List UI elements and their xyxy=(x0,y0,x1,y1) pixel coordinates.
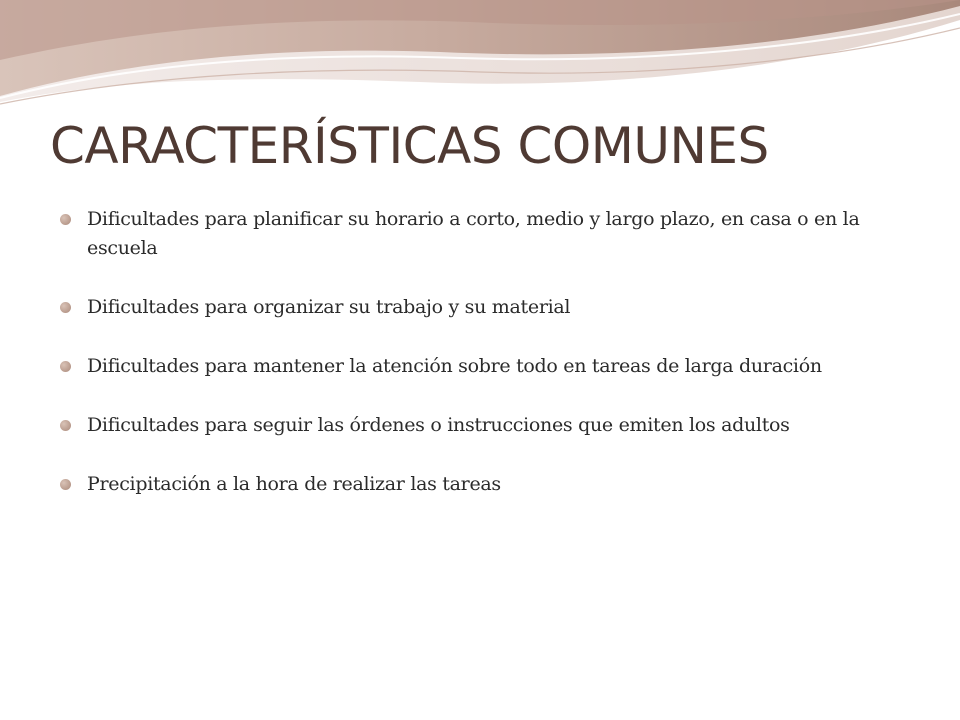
bullet-dot-icon xyxy=(60,420,71,431)
bullet-item-ordenes xyxy=(60,411,870,440)
bullet-dot-icon xyxy=(60,479,71,490)
bullet-list xyxy=(60,205,870,499)
bullet-item-atencion xyxy=(60,352,870,381)
bullet-text: Dificultades para seguir las órdenes o instrucciones que emiten los adultos xyxy=(87,414,790,436)
bullet-item-precipitacion xyxy=(60,470,870,499)
slide-title: CARACTERÍSTICAS COMUNES xyxy=(50,117,769,175)
bullet-text: Precipitación a la hora de realizar las tareas xyxy=(87,473,501,495)
bullet-item-planificar xyxy=(60,205,870,263)
bullet-dot-icon xyxy=(60,361,71,372)
bullet-item-organizar xyxy=(60,293,870,322)
bullet-dot-icon xyxy=(60,302,71,313)
bullet-text: Dificultades para organizar su trabajo y su material xyxy=(87,296,571,318)
bullet-text: Dificultades para planificar su horario a corto, medio y largo plazo, en casa o en la escuela xyxy=(87,208,860,259)
header-wave-decoration xyxy=(0,0,960,120)
bullet-dot-icon xyxy=(60,214,71,225)
bullet-text: Dificultades para mantener la atención sobre todo en tareas de larga duración xyxy=(87,355,822,377)
